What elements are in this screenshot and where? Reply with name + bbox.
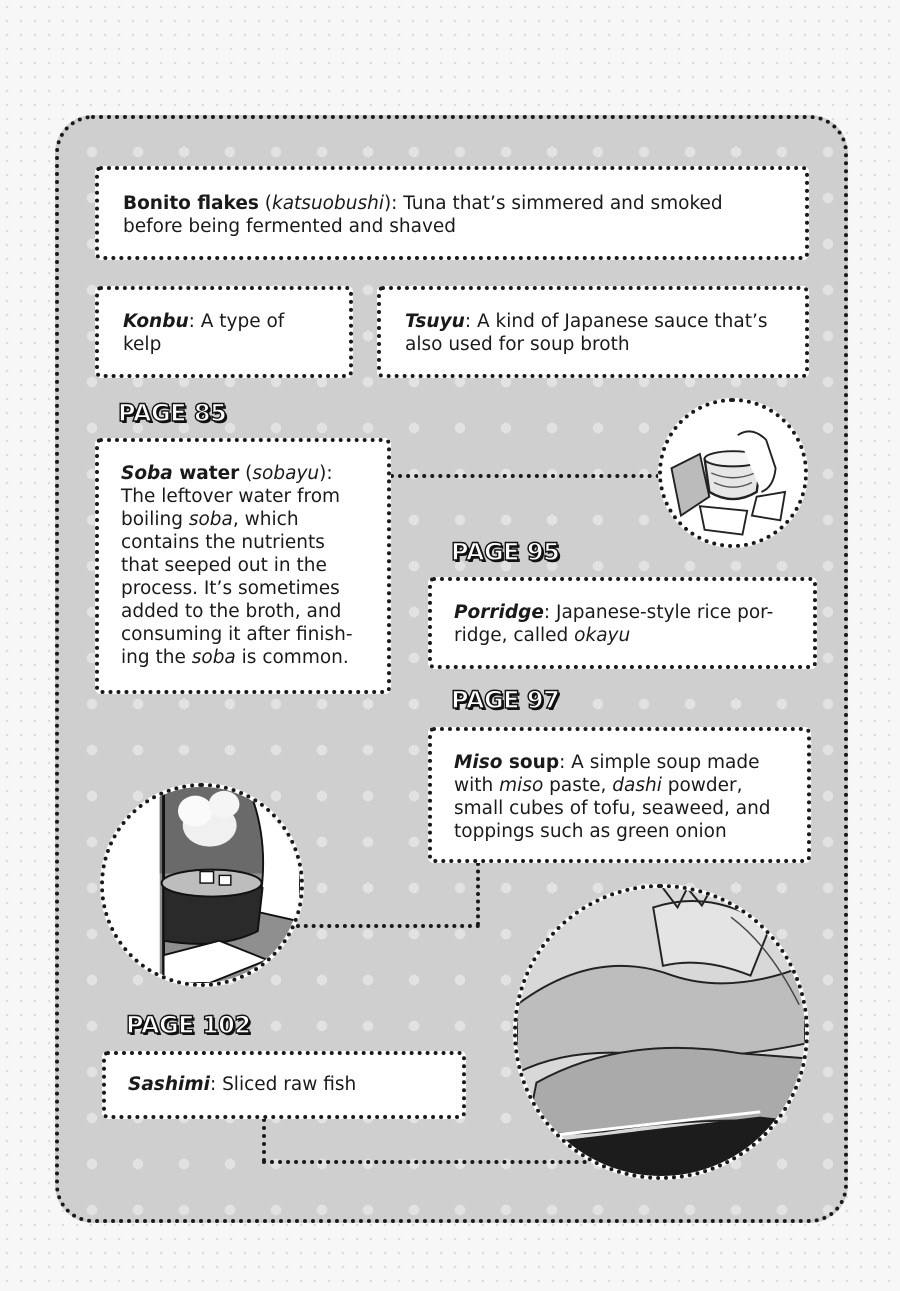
- word-dashi: dashi: [612, 775, 662, 796]
- term-tsuyu: Tsuyu: [405, 311, 465, 332]
- word-soba: soba: [188, 509, 233, 530]
- entry-porridge: [428, 577, 817, 669]
- term-soba: Soba: [121, 463, 173, 484]
- def-konbu: : A type of kelp: [123, 311, 285, 355]
- illustration-sashimi: [513, 884, 809, 1180]
- connector-miso-soup: [296, 924, 480, 928]
- def-bonito-flakes: ): Tuna that’s simmered and smoked before being fermented and shaved: [123, 193, 723, 237]
- paren: (: [258, 193, 272, 214]
- heading-page-85: PAGE 85: [118, 399, 227, 427]
- sashimi-drawing: [517, 888, 805, 1176]
- entry-bonito-flakes: [95, 166, 809, 260]
- term-porridge: Porridge: [454, 602, 544, 623]
- term-miso: Miso: [454, 752, 503, 773]
- def-part-2: paste,: [543, 775, 613, 796]
- alt-katsuobushi: katsuobushi: [272, 193, 384, 214]
- connector-sashimi-down: [262, 1118, 266, 1162]
- bowl-drawing: [662, 402, 804, 544]
- alt-okayu: okayu: [574, 625, 631, 646]
- def-part-2: , which contains the nutrients that seeped out in the process. It’s sometimes added to the broth, and consuming it after finish-ing the: [121, 509, 353, 668]
- connector-miso-down: [476, 862, 480, 926]
- entry-konbu: [95, 286, 353, 378]
- term-bonito-flakes: Bonito flakes: [123, 193, 259, 214]
- entry-sashimi: [102, 1051, 466, 1119]
- def-tsuyu: : A kind of Japanese sauce that’s also used for soup broth: [405, 311, 768, 355]
- def-sashimi: : Sliced raw fish: [209, 1074, 357, 1095]
- term-sashimi: Sashimi: [128, 1074, 210, 1095]
- alt-sobayu: sobayu: [252, 463, 320, 484]
- term-water: water: [172, 463, 240, 484]
- term-konbu: Konbu: [123, 311, 189, 332]
- term-soup: soup: [502, 752, 560, 773]
- entry-miso-soup: [428, 727, 811, 863]
- heading-page-95: PAGE 95: [451, 538, 560, 566]
- paren: (: [239, 463, 253, 484]
- def-part-1: ): The leftover water from boiling: [121, 463, 341, 530]
- entry-tsuyu: [377, 286, 809, 378]
- def-porridge: : Japanese-style rice por-ridge, called: [454, 602, 774, 646]
- illustration-soup: [100, 783, 304, 987]
- soup-drawing: [104, 787, 300, 983]
- word-soba: soba: [191, 647, 236, 668]
- connector-sashimi-circle: [262, 1160, 587, 1164]
- def-part-3: is common.: [235, 647, 349, 668]
- heading-page-97: PAGE 97: [451, 686, 560, 714]
- word-miso: miso: [499, 775, 544, 796]
- illustration-bowl: [658, 398, 808, 548]
- def-part-1: : A simple soup made with: [454, 752, 760, 796]
- entry-soba-water: [95, 438, 391, 694]
- def-part-3: powder, small cubes of tofu, seaweed, and toppings such as green onion: [454, 775, 771, 842]
- heading-page-102: PAGE 102: [126, 1011, 251, 1039]
- connector-soba-bowl: [390, 474, 660, 478]
